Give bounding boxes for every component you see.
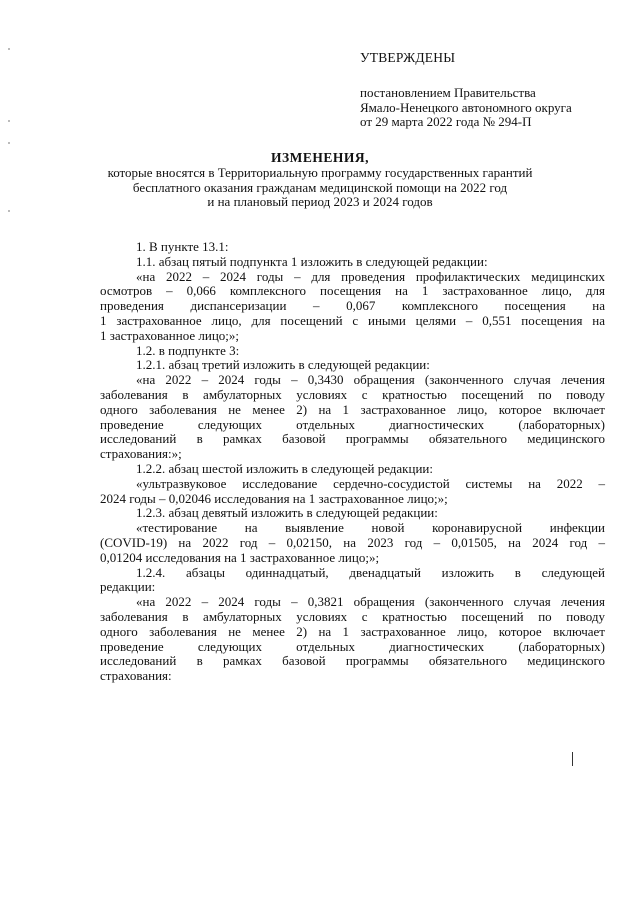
approval-stamp-heading: УТВЕРЖДЕНЫ xyxy=(360,50,456,65)
body-line: 0,01204 исследования на 1 застрахованное лицо;»; xyxy=(100,549,380,565)
approval-resolution xyxy=(360,86,572,130)
subtitle-line: бесплатного оказания гражданам медицинской помощи на 2022 год xyxy=(132,179,508,195)
body-line: 1.1. абзац пятый подпункта 1 изложить в следующей редакции: xyxy=(136,253,488,269)
body-line: проведения диспансеризации – 0,067 комплексного посещения на xyxy=(100,298,605,314)
document-subtitle xyxy=(0,166,640,210)
subtitle-line: которые вносятся в Территориальную программу государственных гарантий xyxy=(107,165,533,180)
body-line: 1. В пункте 13.1: xyxy=(136,239,229,254)
document-title: ИЗМЕНЕНИЯ, xyxy=(270,150,369,165)
body-line: «ультразвуковое исследование сердечно-сосудистой системы на 2022 – xyxy=(136,475,605,491)
body-line: страхования: xyxy=(100,668,172,684)
body-line: «на 2022 – 2024 годы – 0,3821 обращения (законченного случая лечения xyxy=(136,594,605,610)
body-line: проведение следующих отдельных диагностических (лабораторных) xyxy=(100,416,605,432)
body-line: «на 2022 – 2024 годы – 0,3430 обращения (законченного случая лечения xyxy=(136,372,605,388)
body-line: одного заболевания не менее 2) на 1 застрахованное лицо, которое включает xyxy=(100,401,605,417)
approval-line: постановлением Правительства xyxy=(360,85,536,100)
margin-mark xyxy=(572,752,573,766)
body-line: проведение следующих отдельных диагностических (лабораторных) xyxy=(100,638,605,654)
body-line: «на 2022 – 2024 годы – для проведения профилактических медицинских xyxy=(136,268,605,284)
body-line: исследований в рамках базовой программы обязательного медицинского xyxy=(100,653,605,669)
body-line: 1.2.1. абзац третий изложить в следующей редакции: xyxy=(136,357,430,373)
document-body xyxy=(100,240,605,684)
body-line: 2024 годы – 0,02046 исследования на 1 застрахованное лицо;»; xyxy=(100,490,448,506)
scan-speck xyxy=(8,210,10,212)
body-line: редакции: xyxy=(100,579,156,595)
body-line: заболевания в амбулаторных условиях с кратностью посещений по поводу xyxy=(100,386,605,402)
body-line: 1.2. в подпункте 3: xyxy=(136,342,240,358)
approval-line: от 29 марта 2022 года № 294-П xyxy=(360,114,532,129)
body-line: 1 застрахованное лицо;»; xyxy=(100,327,239,343)
body-line: 1.2.4. абзацы одиннадцатый, двенадцатый изложить в следующей xyxy=(136,564,605,580)
body-line: «тестирование на выявление новой коронавирусной инфекции xyxy=(136,520,605,536)
scan-speck xyxy=(8,48,10,50)
body-line: одного заболевания не менее 2) на 1 застрахованное лицо, которое включает xyxy=(100,623,605,639)
scan-speck xyxy=(8,142,10,144)
scan-speck xyxy=(8,120,10,122)
approval-line: Ямало-Ненецкого автономного округа xyxy=(360,99,572,115)
body-line: 1.2.3. абзац девятый изложить в следующей редакции: xyxy=(136,505,438,521)
body-line: 1.2.2. абзац шестой изложить в следующей редакции: xyxy=(136,460,433,476)
body-line: заболевания в амбулаторных условиях с кратностью посещений по поводу xyxy=(100,608,605,624)
body-line: исследований в рамках базовой программы обязательного медицинского xyxy=(100,431,605,447)
body-line: (COVID-19) на 2022 год – 0,02150, на 2023 год – 0,01505, на 2024 год – xyxy=(100,534,605,550)
body-line: осмотров – 0,066 комплексного посещения на 1 застрахованное лицо, для xyxy=(100,283,605,299)
body-line: страхования:»; xyxy=(100,446,182,462)
body-line: 1 застрахованное лицо, для посещений с иными целями – 0,551 посещения на xyxy=(100,312,605,328)
subtitle-line: и на плановый период 2023 и 2024 годов xyxy=(207,194,433,209)
